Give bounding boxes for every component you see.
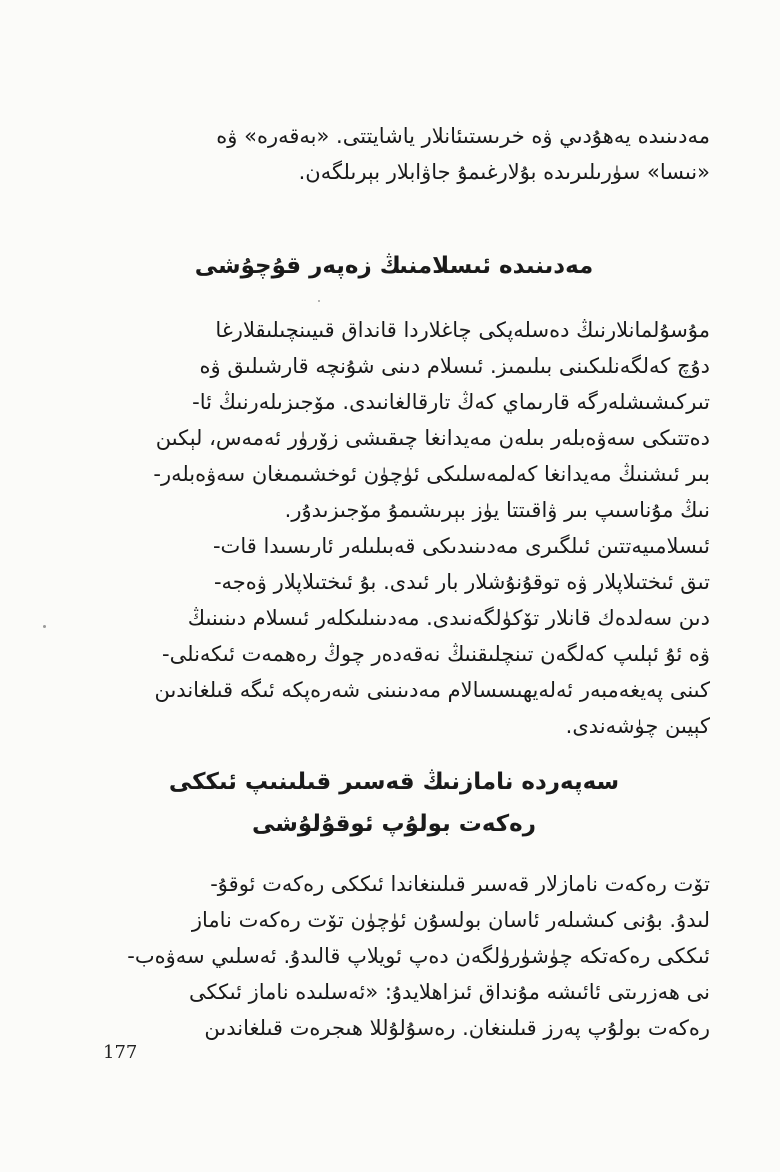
text-line: كىنى پەيغەمبەر ئەلەيھىسسالام مەدىنىنى شەرەپكە ئىگە قىلغاندىن bbox=[154, 678, 710, 702]
text-line: دۇچ كەلگەنلىكىنى بىلىمىز. ئىسلام دىنى شۇنچە قارشىلىق ۋە bbox=[199, 354, 710, 378]
text-line: تۆت رەكەت نامازلار قەسىر قىلىنغاندا ئىككى رەكەت ئوقۇ- bbox=[210, 872, 710, 896]
section-heading-2-line-2: رەكەت بولۇپ ئوقۇلۇشى bbox=[252, 811, 536, 837]
section-heading-1: مەدىنىدە ئىسلامنىڭ زەپەر قۇچۇشى bbox=[194, 253, 594, 279]
text-line: نى ھەزرىتى ئائىشە مۇنداق ئىزاھلايدۇ: «ئەسلىدە ناماز ئىككى bbox=[189, 980, 710, 1004]
section-2-body bbox=[78, 866, 710, 1046]
paragraph-top bbox=[78, 118, 710, 190]
text-line: مەدىنىدە يەھۇدىي ۋە خرىستىئانلار ياشايتتى. «بەقەرە» ۋە bbox=[216, 124, 710, 148]
text-line: كېيىن چۈشەندى. bbox=[565, 714, 710, 738]
page-number: 177 bbox=[103, 1042, 138, 1063]
text-line: ئىسلامىيەتتىن ئىلگىرى مەدىنىدىكى قەبىلىلەر ئارىسىدا قات- bbox=[212, 534, 710, 558]
text-line: مۇسۇلمانلارنىڭ دەسلەپكى چاغلاردا قانداق قىيىنچىلىقلارغا bbox=[215, 318, 710, 342]
text-line: لىدۇ. بۇنى كىشىلەر ئاسان بولسۇن ئۈچۈن تۆت رەكەت ناماز bbox=[191, 908, 710, 932]
text-line: تىركىشىشلەرگە قارىماي كەڭ تارقالغانىدى. مۆجىزىلەرنىڭ ئا- bbox=[192, 390, 710, 414]
text-line: نىڭ مۇناسىپ بىر ۋاقىتتا يۈز بېرىشىمۇ مۆجىزىدۇر. bbox=[284, 498, 710, 522]
text-line: «نىسا» سۈرىلىرىدە بۇلارغىمۇ جاۋابلار بېرىلگەن. bbox=[298, 160, 710, 184]
text-line: ئىككى رەكەتكە چۈشۈرۈلگەن دەپ ئويلاپ قالىدۇ. ئەسلىي سەۋەب- bbox=[127, 944, 710, 968]
text-line: تىق ئىختىلاپلار ۋە توقۇنۇشلار بار ئىدى. بۇ ئىختىلاپلار ۋەجە- bbox=[213, 570, 710, 594]
section-1-body bbox=[78, 312, 710, 744]
text-line: دىن سەلدەك قانلار تۆكۈلگەنىدى. مەدىنىلىكلەر ئىسلام دىنىنىڭ bbox=[187, 606, 710, 630]
section-heading-2-line-1: سەپەردە نامازنىڭ قەسىر قىلىنىپ ئىككى bbox=[168, 769, 620, 795]
text-line: ۋە ئۇ ئېلىپ كەلگەن تىنچلىقنىڭ نەقەدەر چوڭ رەھمەت ئىكەنلى- bbox=[162, 642, 710, 666]
scan-speck bbox=[318, 300, 320, 302]
scan-speck bbox=[43, 625, 46, 628]
text-line: بىر ئىشنىڭ مەيدانغا كەلمەسلىكى ئۈچۈن ئوخشىمىغان سەۋەبلەر- bbox=[153, 462, 710, 486]
text-line: دەتتىكى سەۋەبلەر بىلەن مەيدانغا چىقىشى زۆرۈر ئەمەس، لېكىن bbox=[155, 426, 710, 450]
text-line: رەكەت بولۇپ پەرز قىلىنغان. رەسۇلۇللا ھىجرەت قىلغاندىن bbox=[204, 1016, 710, 1040]
